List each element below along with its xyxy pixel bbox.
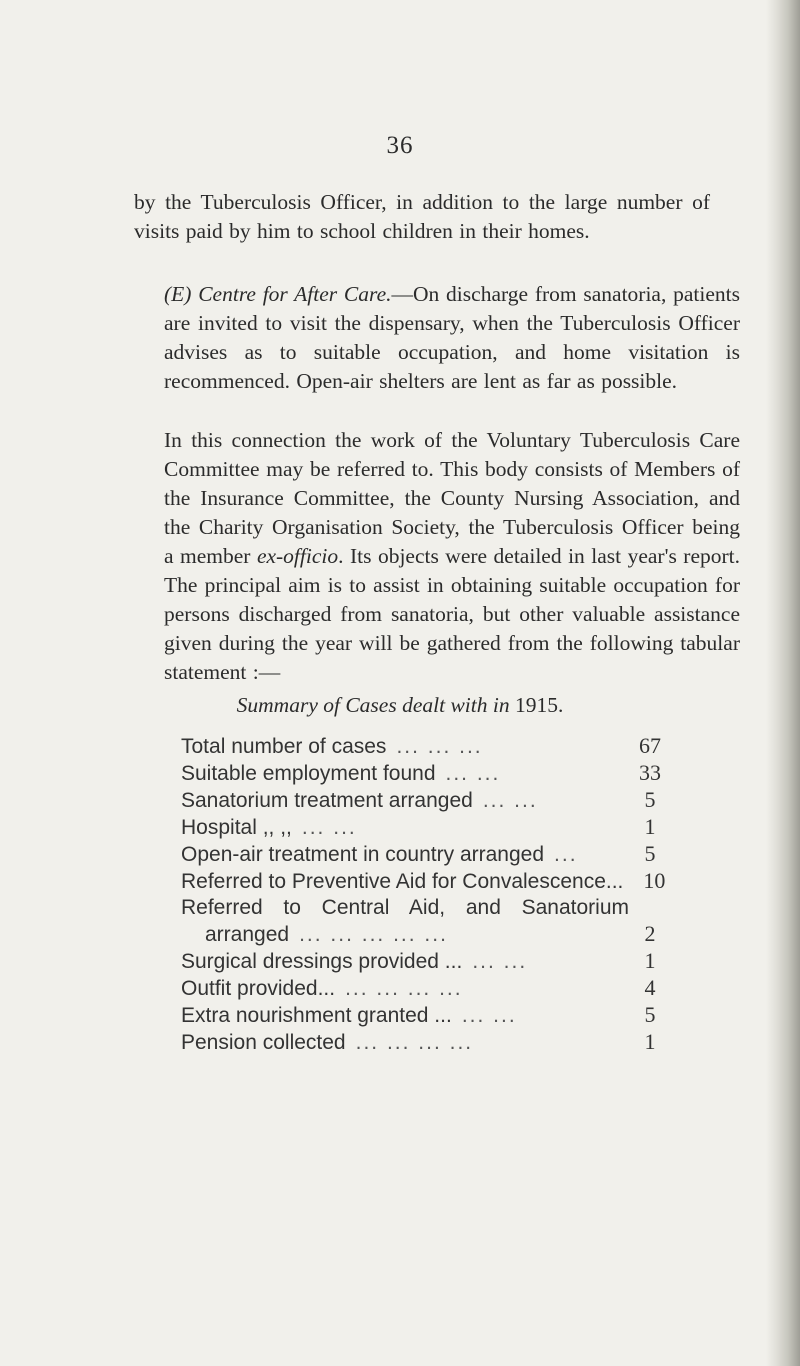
table-row — [181, 921, 671, 948]
row-label: arranged — [205, 923, 290, 946]
row-label: Referred to Preventive Aid for Convalescence... — [181, 870, 624, 893]
table-row — [181, 760, 671, 787]
row-leader: ... ... ... ... ... — [299, 923, 448, 946]
row-value: 5 — [644, 841, 656, 866]
row-leader: ... ... — [472, 950, 528, 973]
row-leader: ... ... ... ... — [345, 977, 463, 1000]
row-label: Extra nourishment granted ... — [181, 1004, 452, 1027]
section-heading: (E) Centre for After Care. — [164, 282, 392, 306]
row-value: 5 — [644, 787, 656, 812]
table-row — [181, 895, 671, 921]
table-row — [181, 1002, 671, 1029]
row-leader: ... ... ... — [396, 735, 483, 758]
table-row — [181, 814, 671, 841]
summary-title-text: Summary of Cases dealt with in — [236, 693, 510, 717]
table-row — [181, 975, 671, 1002]
paragraph-after-care — [134, 280, 740, 396]
row-value: 33 — [639, 760, 661, 785]
row-value: 1 — [644, 814, 656, 839]
row-label: Hospital ,, ,, — [181, 816, 292, 839]
row-value: 10 — [643, 868, 666, 893]
row-value: 5 — [644, 1002, 656, 1027]
row-leader: ... ... — [461, 1004, 517, 1027]
table-row — [181, 1029, 671, 1056]
row-label: Open-air treatment in country arranged — [181, 843, 545, 866]
paragraph-text: In this connection the work of the Voluntary Tuberculosis Care Committee may be referred to. This body consists of Members of the Insurance Committee, the County Nursing Association, and the Charity Organisation Society, the Tuberculosis Officer being a member — [164, 428, 740, 568]
row-label: Suitable employment found — [181, 762, 436, 785]
row-label: Outfit provided... — [181, 977, 336, 1000]
paragraph-text: —On discharge from sanatoria, patients are invited to visit the dispensary, when the Tuberculosis Officer advises as to suitable occupation, and home visitation is recommenced. Open-air shelters are lent as far as possible. — [164, 282, 740, 393]
row-value: 4 — [644, 975, 656, 1000]
paragraph-text: by the Tuberculosis Officer, in addition to the large number of visits paid by him to school children in their homes. — [134, 190, 710, 243]
table-row — [181, 948, 671, 975]
row-value: 2 — [644, 921, 656, 946]
row-label: Total number of cases — [181, 735, 387, 758]
table-row — [181, 841, 671, 868]
paragraph-text: . Its objects were detailed in last year's report. The principal aim is to assist in obtaining suitable occupation for persons discharged from sanatoria, but other valuable assistance given during the year will be gathered from the following tabular statement :— — [164, 544, 740, 684]
summary-year: 1915. — [514, 693, 564, 717]
row-value: 1 — [644, 948, 656, 973]
row-label: Pension collected — [181, 1031, 346, 1054]
row-leader: ... — [554, 843, 578, 866]
italic-term: ex-officio — [256, 544, 339, 568]
paragraph-care-committee — [134, 426, 740, 687]
row-leader: ... ... — [482, 789, 538, 812]
page-number: 36 — [386, 132, 414, 159]
row-value: 67 — [639, 733, 661, 758]
table-row — [181, 868, 671, 895]
page-edge-shadow — [766, 0, 800, 1366]
table-row — [181, 787, 671, 814]
paragraph-continuation — [134, 188, 710, 246]
row-label: Surgical dressings provided ... — [181, 950, 463, 973]
row-value: 1 — [644, 1029, 656, 1054]
row-label: Sanatorium treatment arranged — [181, 789, 473, 812]
summary-table — [181, 733, 671, 1056]
row-label: Referred to Central Aid, and Sanatorium — [181, 896, 629, 919]
row-leader: ... ... — [445, 762, 501, 785]
row-leader: ... ... — [301, 816, 357, 839]
table-row — [181, 733, 671, 760]
row-leader: ... ... ... ... — [355, 1031, 474, 1054]
summary-title — [0, 693, 800, 718]
